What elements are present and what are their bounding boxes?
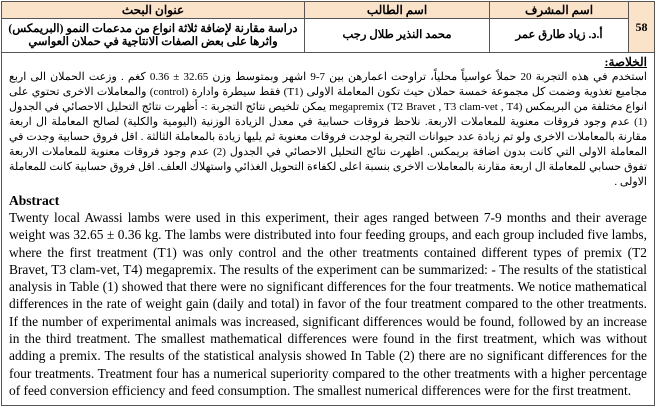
research-entry-card: [1, 1, 655, 406]
arabic-abstract-heading: الخلاصة:: [604, 55, 647, 69]
research-title-header: عنوان البحث: [2, 2, 305, 19]
supervisor-name-header: اسم المشرف: [490, 2, 629, 19]
research-title: دراسة مقارنة لإضافة ثلاثة انواع من مدعمات النمو (البريمكس) واثرها على بعض الصفات الانتاجية في حملان العواسي: [2, 19, 305, 53]
student-name-header: اسم الطالب: [305, 2, 490, 19]
english-abstract-heading: Abstract: [9, 193, 60, 208]
english-abstract-text: Twenty local Awassi lambs were used in this experiment, their ages ranged between 7-9 months and their average weight was 32.65 ± 0.36 kg. The lambs were distributed into four feeding groups, and each group included five lambs, where the first treatment (T1) was only control and the other treatments contained different types of premix (T2 Bravet, T3 clam-vet, T4) megapremix. The results of the experiment can be summarized: - The results of the statistical analysis in Table (1) showed that there were no significant differences for the four treatments. We notice mathematical differences in the rate of weight gain (daily and total) in favor of the four treatment compared to the other treatments. If the number of experimental animals was increased, significant differences would be found, followed by an increase in the third treatment. The smallest mathematical differences were found in the first treatment, which was without adding a premix. The results of the statistical analysis showed In Table (2) there are no significant differences for the four treatments. Treatment four has a numerical superiority compared to the other treatments with a higher percentage of feed conversion efficiency and feed consumption. The smallest numerical differences were for the first treatment.: [9, 210, 647, 398]
arabic-abstract-text: استخدم في هذه التجربة 20 حملاً عواسياً محلياً، تراوحت اعمارهن بين 7-9 اشهر وبمتوسط وزن 32.65 ± 0.36 كغم . وزعت الحملان الى اربع مجاميع تغذوية وضمت كل مجموعة خمسة حملان حيث تكون المعاملة الاولى (T1) فقط سيطرة وادارة (control) والمعاملات الاخرى تحتوي على انواع مختلفة من البريمكس (T2 Bravet , T3 clam-vet , T4) megapremix يمكن تلخيص نتائج التجربة :- أظهرت نتائج التحليل الاحصائي في الجدول (1) عدم وجود فروقات معنوية للمعاملات الاربعة. نلاحظ فروقات حسابية في معدل الزيادة الوزنية (اليومية والكلية) لصالح المعاملة ال اربعة مقارنة بالمعاملات الاخرى ولو تم زيادة عدد حيوانات التجربة لوجدت فروقات معنوية ثم يليها زيادة بالمعاملة الثالثة . اقل فروق حسابية وجدت في المعاملة الاولى التي كانت بدون اضافة بريمكس. اظهرت نتائج التحليل الاحصائي في الجدول (2) عدم وجود فروقات معنوية للمعاملات الاربعة تفوق حسابي للمعاملة ال اربعة مقارنة بالمعاملات الاخرى بنسبة اعلى لكفاءة التحويل الغذائي واستهلاك العلف. اقل فروق حسابية كانت للمعاملة الاولى .: [9, 71, 647, 188]
supervisor-name: أ.د. زياد طارق عمر: [490, 19, 629, 53]
abstract-section: [2, 53, 654, 405]
student-name: محمد النذير طلال رجب: [305, 19, 490, 53]
entry-number: 58: [629, 2, 654, 53]
